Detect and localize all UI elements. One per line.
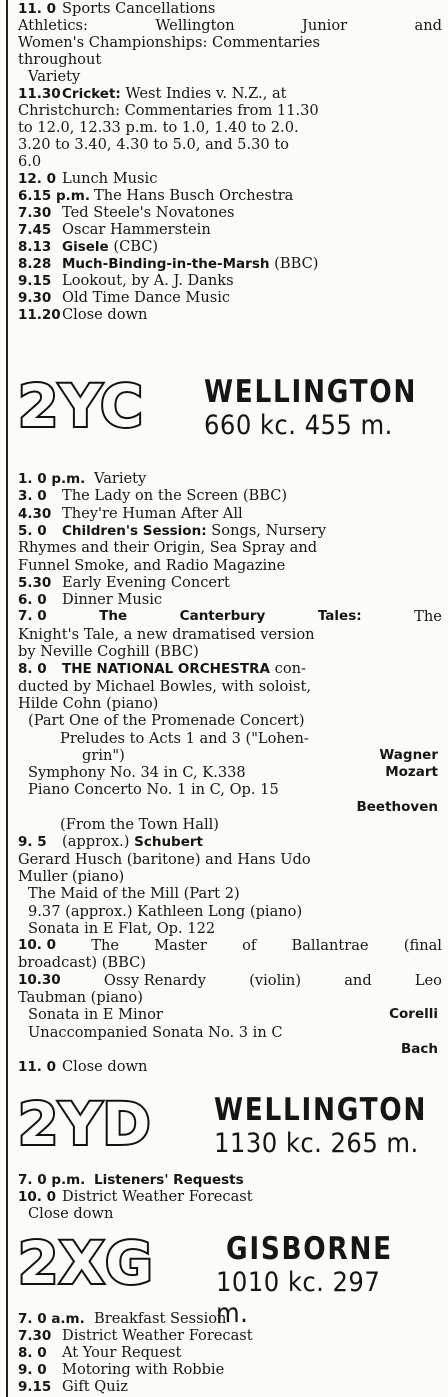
program-text: Variety: [28, 68, 81, 85]
program-text: Lookout, by A. J. Danks: [62, 272, 234, 289]
composer-name: Mozart: [385, 764, 438, 781]
program-text: Gift Quiz: [62, 1378, 128, 1395]
listing-line: [60, 730, 442, 747]
station-frequency: 1010 kc. 297 m.: [216, 1267, 381, 1329]
listing-word: The: [99, 608, 128, 625]
listing-line: [18, 574, 442, 592]
listing-time: 9. 0: [18, 1362, 47, 1378]
composer-name: Beethoven: [356, 798, 438, 815]
program-text: Dinner Music: [62, 591, 163, 609]
program-text: Breakfast Session: [94, 1310, 227, 1327]
listing-line: [18, 255, 442, 273]
listing-time: 9. 5: [18, 834, 47, 851]
listing-time: 11. 0: [18, 1, 57, 17]
program-text: (approx.): [62, 833, 130, 851]
listing-line: [28, 885, 442, 902]
listing-time: 9.15: [18, 273, 52, 289]
listing-line: [18, 204, 442, 222]
listing-time: 11.20: [18, 307, 61, 323]
listing-line: [18, 289, 442, 307]
listing-time: 1. 0 p.m.: [18, 471, 86, 487]
program-title: THE NATIONAL ORCHESTRA: [62, 661, 275, 678]
station-city: WELLINGTON: [204, 374, 418, 410]
listing-line: [18, 626, 442, 643]
program-title: Much-Binding-in-the-Marsh: [62, 256, 275, 272]
listing-time: 8. 0: [18, 661, 47, 678]
listing-time: 7.30: [18, 205, 52, 221]
listing-word: The: [414, 608, 442, 626]
program-text: West Indies v. N.Z., at: [125, 85, 287, 102]
listing-line: [18, 591, 442, 609]
program-text: ducted by Michael Bowles, with soloist,: [18, 677, 311, 695]
listing-line: [18, 972, 442, 989]
listing-line: [18, 989, 442, 1006]
program-text: to 12.0, 12.33 p.m. to 1.0, 1.40 to 2.0.: [18, 119, 299, 136]
station-frequency: 1130 kc. 265 m.: [214, 1128, 419, 1159]
program-text: Women's Championships: Commentaries: [18, 34, 321, 51]
listing-line: [28, 712, 442, 729]
listing-line: [18, 306, 442, 324]
listing-time: 10.30: [18, 971, 61, 988]
listing-line: [18, 1378, 442, 1396]
listing-time: 9.30: [18, 290, 52, 306]
listing-line: [18, 954, 442, 971]
listing-line: [28, 903, 442, 920]
program-title: Children's Session:: [62, 522, 212, 539]
listing-line: [18, 660, 442, 678]
program-text: Unaccompanied Sonata No. 3 in C: [28, 1023, 283, 1041]
program-title: Cricket:: [62, 86, 126, 102]
listing-word: and: [414, 17, 442, 34]
listing-line: [18, 557, 442, 574]
listing-line: [28, 1024, 442, 1041]
program-text: con-: [274, 660, 306, 678]
listing-line: [18, 833, 442, 851]
program-text: Old Time Dance Music: [62, 289, 231, 306]
listing-line: [18, 34, 442, 51]
listing-line: [18, 505, 442, 523]
listing-line: [18, 119, 442, 136]
listing-line: [18, 1327, 442, 1345]
station-city: GISBORNE: [226, 1231, 393, 1267]
listing-time: 7. 0: [18, 608, 47, 625]
listing-line: [18, 1058, 442, 1076]
program-text: 9.37 (approx.) Kathleen Long (piano): [28, 902, 303, 920]
listing-line: [28, 781, 442, 798]
composer-name: Wagner: [379, 746, 438, 763]
program-text: 3.20 to 3.40, 4.30 to 5.0, and 5.30 to: [18, 136, 289, 153]
listing-time: 11. 0: [18, 1059, 57, 1076]
listing-line: [18, 170, 442, 188]
program-text: throughout: [18, 51, 102, 68]
program-text: Gerard Husch (baritone) and Hans Udo: [18, 850, 311, 868]
listing-word: Canterbury: [179, 608, 266, 625]
listing-line: [60, 816, 442, 833]
listing-line: [18, 153, 442, 170]
program-title: Listeners' Requests: [94, 1172, 244, 1188]
listing-line: [18, 272, 442, 290]
listing-time: 12. 0: [18, 171, 57, 187]
listing-word: Ossy Renardy: [103, 971, 207, 989]
listing-word: Tales:: [317, 608, 362, 625]
listing-time: 11.30: [18, 86, 61, 102]
listing-time: 7. 0 a.m.: [18, 1311, 85, 1327]
listing-line: [18, 17, 442, 34]
composer-name: Bach: [400, 1040, 438, 1057]
program-text: Christchurch: Commentaries from 11.30: [18, 102, 319, 119]
listing-line: [28, 920, 442, 937]
listing-word: Athletics:: [18, 17, 88, 34]
listing-time: 7. 0 p.m.: [18, 1172, 86, 1188]
listing-line: [28, 68, 442, 85]
program-text: Early Evening Concert: [62, 573, 230, 591]
listing-line: [18, 221, 442, 239]
listing-time: 6. 0: [18, 592, 47, 609]
program-text: Preludes to Acts 1 and 3 ("Lohen-: [60, 729, 309, 747]
listing-line: [18, 1344, 442, 1362]
listing-line: [18, 539, 442, 556]
program-text: Funnel Smoke, and Radio Magazine: [18, 556, 286, 574]
listing-word: Junior: [302, 17, 348, 34]
program-text: Motoring with Robbie: [62, 1361, 225, 1378]
program-text: District Weather Forecast: [62, 1327, 253, 1344]
listing-line: [18, 1188, 442, 1206]
program-text: broadcast) (BBC): [18, 954, 146, 972]
listing-line: [18, 608, 442, 625]
listing-line: [18, 0, 442, 18]
listing-time: 5. 0: [18, 522, 47, 539]
listing-time: 3. 0: [18, 488, 47, 505]
listing-line: [18, 1171, 442, 1189]
listing-time: 10. 0: [18, 937, 57, 954]
station-header-2yc: [18, 372, 442, 448]
listing-line: [28, 1205, 442, 1222]
listing-time: 6.15 p.m.: [18, 188, 90, 204]
listing-line: [18, 136, 442, 153]
listing-time: 8.28: [18, 256, 52, 272]
listing-word: The: [91, 937, 120, 955]
program-text: They're Human After All: [62, 504, 243, 522]
program-text: The Maid of the Mill (Part 2): [28, 885, 240, 903]
listing-line: [18, 85, 442, 103]
program-text: At Your Request: [62, 1344, 182, 1361]
listing-word: (final: [403, 937, 442, 955]
listing-line: [18, 487, 442, 505]
listing-line: [18, 187, 442, 205]
program-text: 6.0: [18, 153, 42, 170]
listing-line: [28, 764, 442, 781]
listing-time: 8.13: [18, 239, 52, 255]
station-city: WELLINGTON: [214, 1092, 428, 1128]
program-text: Symphony No. 34 in C, K.338: [28, 764, 246, 782]
program-text: The Lady on the Screen (BBC): [62, 487, 288, 505]
listing-line: [18, 643, 442, 660]
station-frequency: 660 kc. 455 m.: [204, 410, 393, 441]
program-text: Sports Cancellations: [62, 0, 216, 17]
listing-line: [18, 102, 442, 119]
program-text: Ted Steele's Novatones: [62, 204, 235, 221]
listing-time: 8. 0: [18, 1345, 47, 1361]
program-text: (From the Town Hall): [60, 816, 219, 833]
program-text: Variety: [94, 470, 147, 487]
listing-line: [18, 1361, 442, 1379]
listing-word: Wellington: [155, 17, 235, 34]
listing-line: [18, 470, 442, 488]
listing-line: [18, 1310, 442, 1328]
program-text: grin"): [82, 746, 125, 764]
listing-line: [18, 851, 442, 868]
program-text: (BBC): [274, 255, 319, 272]
composer-name: Schubert: [129, 834, 203, 851]
callsign-logo: 2XG: [18, 1229, 154, 1297]
composer-name: Corelli: [389, 1006, 438, 1023]
listing-word: and: [344, 971, 372, 989]
program-text: (CBC): [113, 238, 159, 255]
listing-time: 7.45: [18, 222, 52, 238]
listing-word: Master: [154, 937, 207, 955]
listing-line: [18, 937, 442, 954]
listing-time: 9.15: [18, 1379, 52, 1395]
program-text: (Part One of the Promenade Concert): [28, 712, 305, 730]
program-text: Knight's Tale, a new dramatised version: [18, 625, 315, 643]
listing-word: (violin): [249, 971, 302, 989]
program-text: Piano Concerto No. 1 in C, Op. 15: [28, 781, 279, 799]
listing-line: [28, 1006, 442, 1023]
program-text: Close down: [28, 1205, 114, 1222]
callsign-logo: 2YD: [18, 1090, 152, 1158]
listing-word: Ballantrae: [291, 937, 369, 955]
station-header-2yd: [18, 1090, 442, 1166]
program-text: Rhymes and their Origin, Sea Spray and: [18, 539, 318, 557]
listing-line: [18, 695, 442, 712]
program-text: Oscar Hammerstein: [62, 221, 211, 238]
listing-word: Leo: [414, 971, 442, 989]
program-text: Close down: [62, 1058, 148, 1076]
listing-time: 5.30: [18, 574, 52, 591]
program-text: Lunch Music: [62, 170, 158, 187]
program-text: District Weather Forecast: [62, 1188, 253, 1205]
callsign-logo: 2YC: [18, 372, 144, 440]
program-text: Hilde Cohn (piano): [18, 694, 159, 712]
program-text: by Neville Coghill (BBC): [18, 643, 199, 660]
listing-line: [18, 238, 442, 256]
listing-line: [18, 678, 442, 695]
listing-line: [18, 522, 442, 540]
program-text: Taubman (piano): [18, 989, 143, 1006]
program-title: Gisele: [62, 239, 114, 255]
listing-line: [18, 51, 442, 68]
program-text: The Hans Busch Orchestra: [94, 187, 294, 204]
program-text: Close down: [62, 306, 148, 323]
listings-column: [6, 0, 444, 1397]
listing-time: 7.30: [18, 1328, 52, 1344]
listing-time: 10. 0: [18, 1189, 57, 1205]
listing-line: [82, 747, 442, 764]
listing-time: 4.30: [18, 505, 52, 522]
program-text: Sonata in E Minor: [28, 1006, 163, 1024]
listing-word: of: [242, 937, 257, 955]
program-text: Sonata in E Flat, Op. 122: [28, 919, 216, 937]
listing-line: [18, 868, 442, 885]
program-text: Songs, Nursery: [211, 521, 327, 539]
program-text: Muller (piano): [18, 867, 125, 885]
